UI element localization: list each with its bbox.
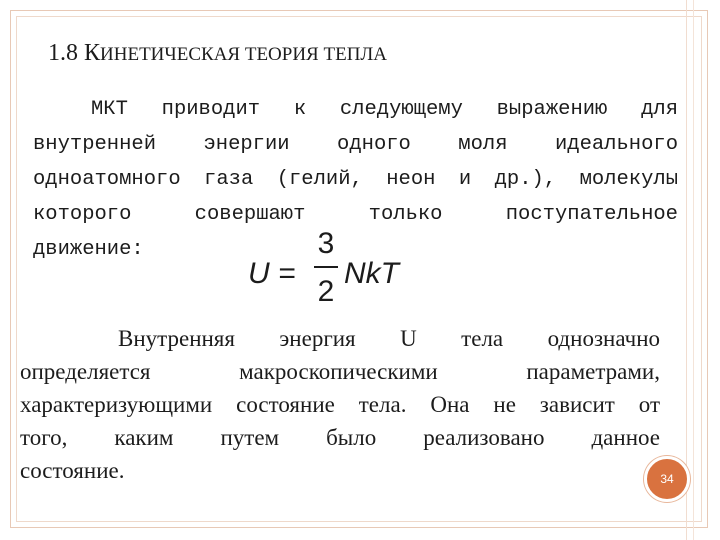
formula-lhs: U =	[248, 257, 296, 290]
paragraph-line: определяется макроскопическими параметрами,	[20, 359, 660, 384]
title-number: 1.8	[48, 40, 78, 66]
decorative-line	[693, 0, 694, 540]
title-text: ИНЕТИЧЕСКАЯ ТЕОРИЯ ТЕПЛА	[100, 44, 388, 65]
formula-rhs: NkT	[344, 257, 399, 290]
formula-fraction	[314, 226, 338, 310]
formula-numerator: 3	[317, 227, 335, 260]
slide-title	[48, 40, 387, 67]
paragraph-line: движение:	[33, 238, 144, 261]
decorative-line	[686, 0, 687, 540]
paragraph-line: Внутренняя энергия U тела однозначно	[118, 326, 660, 351]
paragraph-line: МКТ приводит к следующему выражению для	[91, 98, 678, 121]
paragraph-line: характеризующими состояние тела. Она не зависит от	[20, 392, 660, 417]
formula-denominator: 2	[317, 275, 335, 308]
paragraph-line: которого совершают только поступательное	[33, 203, 678, 226]
paragraph-line: состояние.	[20, 458, 125, 483]
fraction-bar	[314, 266, 338, 268]
paragraph-internal-energy	[20, 322, 660, 487]
paragraph-mkt	[33, 92, 678, 267]
paragraph-line: одноатомного газа (гелий, неон и др.), молекулы	[33, 168, 678, 191]
paragraph-line: того, каким путем было реализовано данное	[20, 425, 660, 450]
paragraph-line: внутренней энергии одного моля идеального	[33, 133, 678, 156]
title-initial: К	[84, 40, 101, 66]
page-number-badge: 34	[644, 456, 690, 502]
